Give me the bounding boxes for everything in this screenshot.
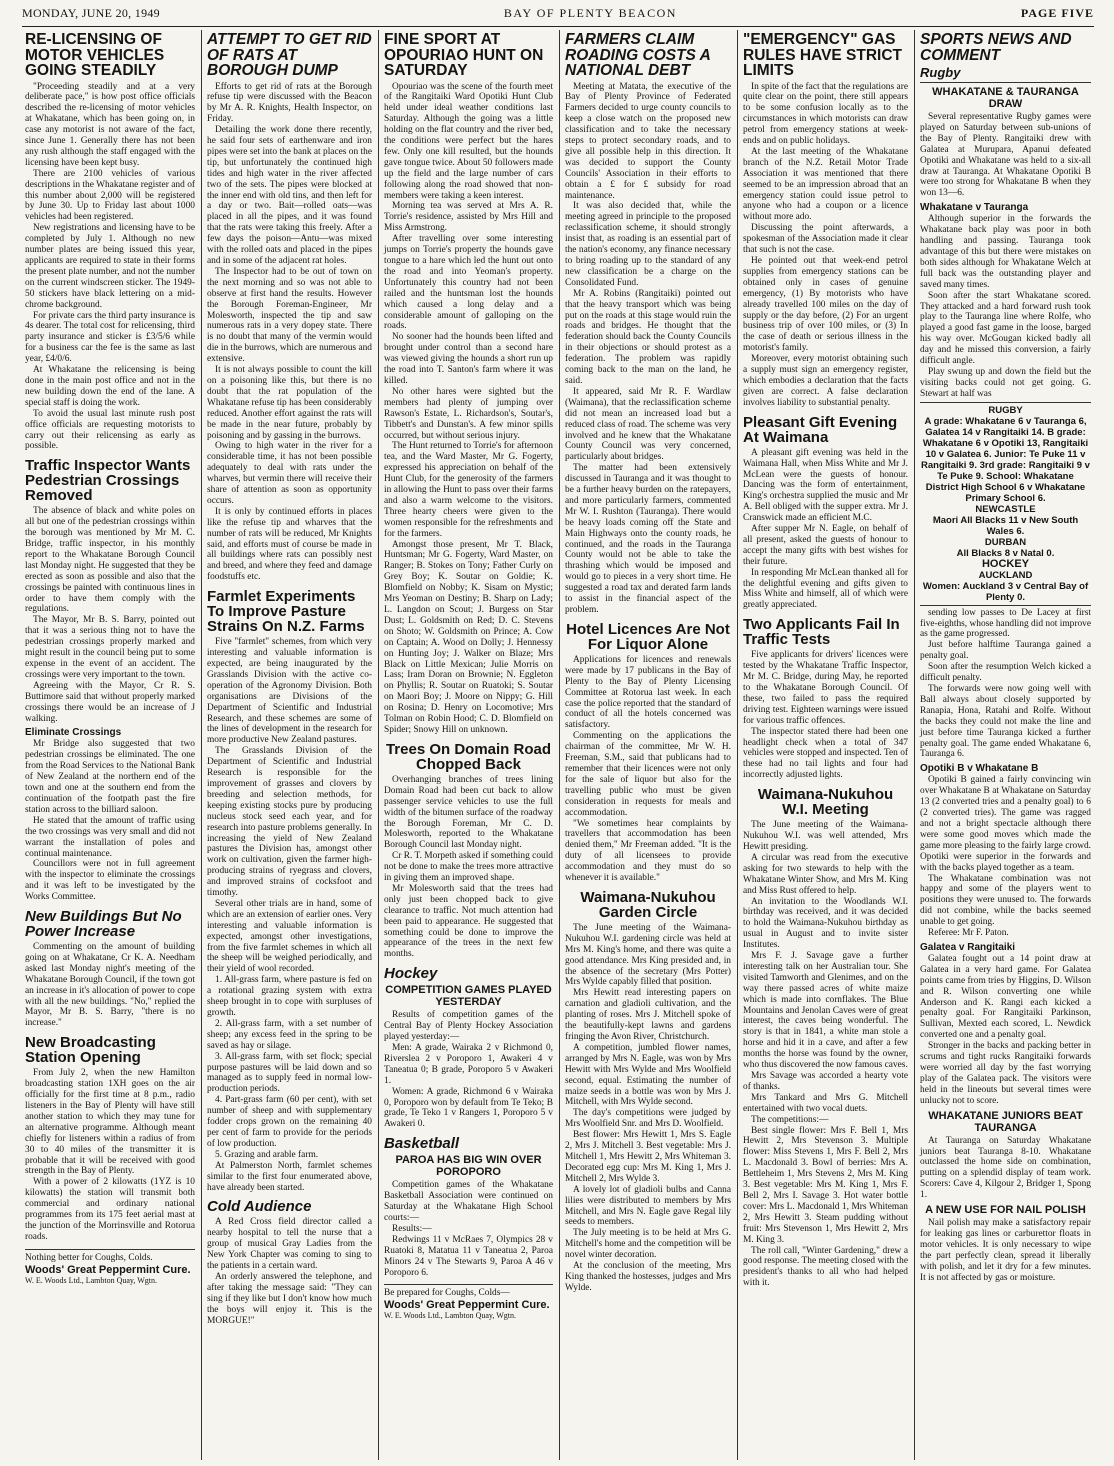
article-paragraph: An orderly answered the telephone, and after taking the message said: "They can sing if they like but I don't know how much the boys will enjoy it. This is the MORGUE!" <box>207 1271 372 1326</box>
article-paragraph: 2. All-grass farm, with a set number of sheep; any excess feed in the spring to be saved as hay or silage. <box>207 1018 372 1051</box>
masthead <box>22 6 1094 27</box>
headline-emergency-gas: "EMERGENCY" GAS RULES HAVE STRICT LIMITS <box>743 32 903 79</box>
article-paragraph: Detailing the work done there recently, he said four sets of earthenware and iron pipes were set into the bank at places on the tip, but unfortunately the continued high tides and high water in the river affected two of the sets. The pipes were blocked at the inner end with old tins, and then left for a day or two. Bait—rolled oats—was placed in all the pipes, and it was found that the rats were taking this freely. After a few days the poison—Antu—was mixed with the rolled oats and placed in the pipes and in some of the adjacent rat holes. <box>207 125 372 266</box>
article-paragraph: A pleasant gift evening was held in the Waimana Hall, when Miss White and Mr J. McLean were the guests of honour. Dancing was the form of entertainment, King's orchestra supplied the music and Mr A. Bell obliged with the supper extra. Mr J. Cranswick made an efficient M.C. <box>743 447 908 524</box>
article-paragraph: The Mayor, Mr B. S. Barry, pointed out that it was a serious thing not to have the pedestrian crossings properly marked and might result in the council being put to some expense in the event of an accident. The crossings were very important to the town. <box>25 615 195 680</box>
article-paragraph: The July meeting is to be held at Mrs G. Mitchell's home and the competition will be novel winter decoration. <box>565 1228 731 1261</box>
column-rule <box>737 30 738 1460</box>
article-paragraph: 4. Part-grass farm (60 per cent), with set number of sheep and with supplementary fodder crops grown on the remaining 40 per cent of farm to provide for the periods of low production. <box>207 1095 372 1149</box>
article-paragraph: With a power of 2 kilowatts (1YZ is 10 kilowatts) the station will transmit both commercial and ordinary national programmes from its 175 feet aerial mast at the junction of the Morrinsville and Rotorua roads. <box>25 1177 195 1242</box>
article-paragraph: Mr Molesworth said that the trees had only just been chopped back to give clearance to traffic. Not much attention had been paid to appearance. He suggested that something could be done to improve the appearance of the trees in the next few months. <box>384 883 553 960</box>
article-paragraph: Best single flower: Mrs F. Bell 1, Mrs Hewitt 2, Mrs Stevenson 3. Multiple flower: Miss Stevens 1, Mrs F. Bell 2, Mrs L. Macdonald 3. Bowl of berries: Mrs A. Bettleheim 1, Mrs Stevens 2, Mrs M. King 3. Best vegetable: Mrs M. King 1, Mrs F. Bell 2, Mrs I. Savage 3. Hot water bottle cover: Mrs L. Macdonald 1, Mrs Whiteman 2, Mrs Hewitt 3. Steam pudding without fruit: Mrs Stevenson 1, Mrs Hewitt 2, Mrs M. King 3. <box>743 1125 908 1245</box>
article-paragraph: Councillors were not in full agreement with the inspector to eliminate the crossings and it was left to be investigated by the Works Committee. <box>25 859 195 903</box>
article-paragraph: The absence of black and white poles on all but one of the pedestrian crossings within the borough was mentioned by Mr M. C. Bridge, traffic inspector, in his monthly report to the Whakatane Borough Council last Monday night. He suggested that they be erected as soon as possible and also that the crossings be painted with continuous lines in order to have them comply with the regulations. <box>25 506 195 615</box>
article-paragraph: After supper Mr N. Eagle, on behalf of all present, asked the guests of honour to accept the many gifts with best wishes for their future. <box>743 524 908 567</box>
headline-hunt: FINE SPORT AT OPOURIAO HUNT ON SATURDAY <box>384 32 544 79</box>
article-paragraph: Applications for licences and renewals were made by 17 publicans in the Bay of Plenty to the Bay of Plenty Licensing Committee at Rotorua last week. In each case the police reported that the standard of conduct of all the hotels concerned was satisfactory. <box>565 654 731 731</box>
article-paragraph: Mr Bridge also suggested that two pedestrian crossings be eliminated. The one from the Road Services to the National Bank of New Zealand at the northern end of the town and one at the southern end from the continuation of the footpath past the fire station across to the billiard saloon. <box>25 739 195 815</box>
headline-gift-evening: Pleasant Gift Evening At Waimana <box>743 413 898 446</box>
article-paragraph: Opouriao was the scene of the fourth meet of the Rangitaiki Ward Opotiki Hunt Club held under ideal weather conditions last Saturday. Although the going was a little holding on the flat country and the river bed, the conditions were perfect but the hares few. Only one kill resulted, but the hounds gave tongue twice. About 50 followers made up the field and the large number of cars following along the road showed that non-members were taking a keen interest. <box>384 81 553 201</box>
results-title-rugby: RUGBY <box>988 404 1023 416</box>
article-paragraph: Morning tea was served at Mrs A. R. Torrie's residence, assisted by Mrs Hill and Miss Armstrong. <box>384 201 553 234</box>
article-paragraph: For private cars the third party insurance is 4s dearer. The total cost for relicensing, third party insurance and sticker is £3/5/6 while for a business car the fee is the same as last year, £4/0/6. <box>25 310 195 365</box>
subheading-galatea: Galatea v Rangitaiki <box>920 941 1016 953</box>
article-paragraph: No other hares were sighted but the members had plenty of jumping over Rawson's Estate, L. Richardson's, Soutar's, Tibbett's and Dunstan's. A few minor spills occurred, but without serious injury. <box>384 386 553 441</box>
article-paragraph: In spite of the fact that the regulations are quite clear on the point, there still appears to be some confusion locally as to the circumstances in which motorists can draw petrol from emergency stations at week-ends and on public holidays. <box>743 81 908 147</box>
subheading-eliminate-crossings: Eliminate Crossings <box>25 727 122 739</box>
headline-cold-audience: Cold Audience <box>207 1198 312 1216</box>
masthead-page-number: PAGE FIVE <box>1020 6 1094 20</box>
section-sports-news: SPORTS NEWS AND COMMENT <box>920 32 1072 64</box>
article-paragraph: Mrs F. J. Savage gave a further interesting talk on her Australian tour. She visited Tamworth and Glenimes, and on the way there passed acres of white maize which is made into cornflakes. The Blue Mountains and Jenolan Caves were of great interest, the caves being wonderful. The story is that in 1841, a white man stole a horse and hid it in a cave, and after a few months the horse was found by the owner, who thus discovered the now famous caves. <box>743 951 908 1071</box>
subheading-opotiki-b: Opotiki B v Whakatane B <box>920 763 1039 775</box>
ad-address: W. E. Woods Ltd., Lambton Quay, Wgtn. <box>25 1275 158 1285</box>
article-paragraph: A Red Cross field director called a nearby hospital to tell the nurse that a group of musical Gray Ladies from the New York Chapter was coming to sing to the patients in a certain ward. <box>207 1217 372 1272</box>
article-paragraph: At the last meeting of the Whakatane branch of the N.Z. Retail Motor Trade Association it was mentioned that there seemed to be an impression abroad that an emergency station could issue petrol to anyone who had a coupon or a licence without more ado. <box>743 146 908 223</box>
headline-whakatane-tauranga-draw: WHAKATANE & TAURANGA DRAW <box>932 86 1079 110</box>
article-paragraph: sending low passes to De Lacey at first five-eighths, whose handling did not improve as the game progressed. <box>920 607 1091 640</box>
article-paragraph: The forwards were now going well with Ball always about closely supported by Ranapia, Hona, Ratahi and Rolfe. Without the backs they could not make the line and just before time Tauranga kicked a further penalty goal. The game ended Whakatane 6, Tauranga 6. <box>920 684 1091 760</box>
article-paragraph: Agreeing with the Mayor, Cr R. S. Buttimore said that without properly marked crossings there would be an increase of J walking. <box>25 680 195 724</box>
article-paragraph: A lovely lot of gladioli bulbs and Canna lilies were distributed to members by Mrs Mitchell, and Mrs N. Eagle gave Regal lily seeds to members. <box>565 1184 731 1228</box>
article-paragraph: Meeting at Matata, the executive of the Bay of Plenty Province of Federated Farmers decided to urge county councils to keep a close watch on the proposed new classification and to take the necessary steps to protect secondary roads, and to give all possible help in this direction. It was decided to support the County Councils' Association in their efforts to obtain a £ for £ subsidy for road maintenance. <box>565 81 731 201</box>
article-paragraph: Results of competition games of the Central Bay of Plenty Hockey Association played yesterday:— <box>384 1010 553 1043</box>
article-paragraph: Five applicants for drivers' licences were tested by the Whakatane Traffic Inspector, Mr M. C. Bridge, during May, he reported to the Whakatane Borough Council. Of these, two failed to pass the required driving test. Eighteen warnings were issued for various traffic offences. <box>743 650 908 726</box>
column-rule <box>914 30 915 1460</box>
article-paragraph: It appeared, said Mr R. F. Wardlaw (Waimana), that the reclassification scheme did not mean an increased load but a reduced class of road. The scheme was very involved and he knew that the Whakatane County Council was very concerned, particularly about bridges. <box>565 386 731 463</box>
article-paragraph: In responding Mr McLean thanked all for the delightful evening and gifts given to Miss White and himself, all of which were greatly appreciated. <box>743 567 908 611</box>
column-rule <box>559 30 560 1460</box>
article-paragraph: Stronger in the backs and packing better in scrums and tight rucks Rangitaiki forwards were worried all day by the fast worrying play of the Galatea pack. The visitors were held in the lineouts but several times were unlucky not to score. <box>920 1041 1091 1106</box>
article-paragraph: Cr R. T. Morpeth asked if something could not be done to make the trees more attractive in giving them an improved shape. <box>384 851 553 884</box>
article-paragraph: The Inspector had to be out of town on the next morning and so was not able to observe at first hand the results. However the Borough Foreman-Engineer, Mr Molesworth, inspected the tip and saw numerous rats in a very dopey state. There is no doubt that many of the vermin would die in the burrows, which are numerous and extensive. <box>207 266 372 365</box>
article-paragraph: Amongst those present, Mr T. Black, Huntsman; Mr G. Fogerty, Ward Master, on Ranger; B. Stokes on Tony; Father Curly on Grey Boy; K. Soutar on Goldie; K. Blomfield on Nobby; K. Sisam on Mystic; Mrs Yeoman on Destiny; B. Sharp on Lady; L. Langdon on Scout; J. Burgess on Star Dust; L. Goldsmith on Red; D. C. Stevens on Shoto; W. Goldsmith on Prince; A. Cow on Captain; A. Wood on Dolly; J. Hennessy on Hunting Joy; J. Walker on Blaze; Mrs Black on Little Mexican; Julie Morris on Lass; Iram Doran on Brownie; N. Eggleton on Phyllis; R. Soutar on Ruatoki; S. Soutar on Maori Boy; J. Moore on Nippy; G. Hill on Rosina; D. Henry on Locomotive; Mrs Tolman on Robin Hood; C. D. Blomfield on Spider; Snowy Hill on unknown. <box>384 539 553 735</box>
article-paragraph: The inspector stated there had been one headlight check when a total of 347 vehicles were stopped and inspected. Ten of these had no tail lights and four had incorrectly adjusted lights. <box>743 726 908 781</box>
article-paragraph: No sooner had the hounds been lifted and brought under control than a second hare was viewed giving the hounds a short run up the road into T. Santon's farm where it was killed. <box>384 332 553 386</box>
article-paragraph: The Hunt returned to Torrie's for afternoon tea, and the Ward Master, Mr G. Fogerty, expressed his appreciation on behalf of the Hunt Club, for the generosity of the farmers in allowing the Hunt to pass over their farms and also a warm welcome to the visitors. Three hearty cheers were given to the women responsible for the refreshments and for the farmers. <box>384 441 553 539</box>
column-3 <box>381 32 556 1457</box>
article-paragraph: Mr A. Robins (Rangitaiki) pointed out that the heavy transport which was being put on the roads at this stage would ruin the roads and bridges. He thought that the federation should back the County Councils in their objections or should protest as a federation. The problem was rapidly coming back to the man on the land, he said. <box>565 288 731 386</box>
article-paragraph: From July 2, when the new Hamilton broadcasting station 1XH goes on the air officially for the first time at 8 p.m., radio listeners in the Bay of Plenty will have still another station to which they may tune for an alternative programme. Although meant chiefly for listeners within a radius of from 30 to 40 miles of the transmitter it is probable that it will be received with good strength in the Bay of Plenty. <box>25 1068 195 1177</box>
article-paragraph: Opotiki B gained a fairly convincing win over Whakatane B at Whakatane on Saturday 13 (2 converted tries and a penalty goal) to 6 (2 converted tries). The game was ragged and not a bright spectacle although there were some good moves which made the game more pleasing to the fairly large crowd. Opotiki were superior in the forwards and with the backs played together as a team. <box>920 775 1091 873</box>
article-paragraph: It is not always possible to count the kill on a poisoning like this, but there is no doubt that the rat population of the Whakatane refuse tip has been considerably reduced. Another effort against the rats will be made in the near future, probably by poisoning and by gassing in the burrows. <box>207 365 372 441</box>
headline-rats: ATTEMPT TO GET RID OF RATS AT BOROUGH DUMP <box>207 32 372 79</box>
article-paragraph: The June meeting of the Waimana-Nukuhou W.I. gardening circle was held at Mrs M. King's home, and there was quite a good attendance. Mrs King presided and, in the absence of the secretary (Mrs Potter) Mrs Wylde capably filled that position. <box>565 922 731 988</box>
headline-traffic-tests: Two Applicants Fail In Traffic Tests <box>743 616 900 649</box>
column-rule <box>378 30 379 1460</box>
results-location: AUCKLAND <box>978 569 1033 581</box>
results-location: NEWCASTLE <box>975 503 1036 515</box>
column-4 <box>562 32 734 1457</box>
results-box <box>920 402 1091 606</box>
article-paragraph: Commenting on the applications the chairman of the committee, Mr W. H. Freeman, S.M., said that publicans had to remember that their licences were not only for the sale of liquor but also for the travelling public who must be given consideration in requests for meals and accommodation. <box>565 731 731 818</box>
headline-farmlet: Farmlet Experiments To Improve Pasture Strains On N.Z. Farms <box>207 588 365 636</box>
article-paragraph: Women: A grade, Richmond 6 v Wairaka 0, Poroporo won by default from Te Teko; B grade, Te Teko 1 v Rangers 1, Poroporo 5 v Awakeri 0. <box>384 1086 553 1130</box>
article-paragraph: Competition games of the Whakatane Basketball Association were continued on Saturday at the Whakatane High School courts:— <box>384 1180 553 1223</box>
article-paragraph: Owing to high water in the river for a considerable time, it has not been possible adequately to deal with rats under the wharves, but vermin there will receive their share of attention as soon as opportunity occurs. <box>207 441 372 506</box>
article-paragraph: Efforts to get rid of rats at the Borough refuse tip were discussed with the Beacon by Mr A. R. Knights, Health Inspector, on Friday. <box>207 81 372 125</box>
article-paragraph: Overhanging branches of trees lining Domain Road had been cut back to allow passenger service vehicles to use the full width of the bitumen surface of the roadway the Borough Foreman, Mr C. D. Molesworth, reported to the Whakatane Borough Council last Monday night. <box>384 774 553 851</box>
results-newcastle: Maori All Blacks 11 v New South Wales 6. <box>932 514 1079 537</box>
article-paragraph: Discussing the point afterwards, a spokesman of the Association made it clear that such is not the case. <box>743 223 908 256</box>
article-paragraph: Galatea fought out a 14 point draw at Galatea in a very hard game. For Galatea points came from tries by Higgins, D. Wilson and R. Wilson converting one while Anderson and K. Rangi each kicked a penalty goal. For Rangitaiki Parkinson, Sullivan, Mexted each scored, L. Newdick converted one and a penalty goal. <box>920 953 1091 1041</box>
headline-garden-circle: Waimana-Nukuhou Garden Circle <box>580 888 716 921</box>
results-title-hockey: HOCKEY <box>981 557 1030 570</box>
headline-broadcasting: New Broadcasting Station Opening <box>25 1034 156 1067</box>
headline-hotel-licences: Hotel Licences Are Not For Liquor Alone <box>566 620 730 653</box>
advertisement-peppermint-cure <box>384 1284 553 1321</box>
results-location: DURBAN <box>984 536 1027 548</box>
article-paragraph: The roll call, "Winter Gardening," drew a good response. The meeting closed with the president's thanks to all who had helped with it. <box>743 1245 908 1289</box>
article-paragraph: A competition, jumbled flower names, arranged by Mrs N. Eagle, was won by Mrs Hewitt with Mrs Wylde and Mrs Woolfield second, equal. Estimating the number of maize seeds in a bottle was won by Mrs J. Mitchell, with Mrs Wylde second. <box>565 1042 731 1108</box>
article-paragraph: Best flower: Mrs Hewitt 1, Mrs S. Eagle 2, Mrs J. Mitchell 3. Best vegetable: Mrs J. Mitchell 1, Mrs Hewitt 2, Mrs Whiteman 3. Decorated egg cup: Mrs M. King 1, Mrs J. Mitchell 2, Mrs Wylde 3. <box>565 1130 731 1184</box>
article-paragraph: He stated that the amount of traffic using the two crossings was very small and did not warrant the installation of poles and continual maintenance. <box>25 815 195 859</box>
ad-line: Nothing better for Coughs, Colds. <box>25 1252 153 1263</box>
results-auckland-hockey: Women: Auckland 3 v Central Bay of Plenty 0. <box>922 580 1089 603</box>
article-paragraph: Referee: Mr F. Paton. <box>928 928 1009 939</box>
masthead-date: MONDAY, JUNE 20, 1949 <box>22 6 160 20</box>
section-basketball: Basketball <box>384 1135 460 1153</box>
column-1 <box>22 32 198 1457</box>
article-paragraph: Mrs Tankard and Mrs G. Mitchell entertained with two vocal duets. <box>743 1092 908 1114</box>
headline-traffic-inspector: Traffic Inspector Wants Pedestrian Crossings Removed <box>25 457 191 505</box>
article-paragraph: Nail polish may make a satisfactory repair for leaking gas lines or carburettor floats in motor vehicles. It is only necessary to wipe the part perfectly clean, spread it liberally with polish, and let it dry for a few minutes. It is not affected by gas or moisture. <box>920 1218 1091 1283</box>
headline-farmers-roading: FARMERS CLAIM ROADING COSTS A NATIONAL DEBT <box>565 32 711 79</box>
ad-line: Be prepared for Coughs, Colds— <box>384 1288 510 1299</box>
article-paragraph: Commenting on the amount of building going on at Whakatane, Cr K. A. Needham asked last Monday night's meeting of the Whakatane Borough Council, if the town got an increase in it's allocation of power to cope with all the new buildings. "No," replied the Mayor, Mr B. S. Barry, "there is no increase." <box>25 942 195 1029</box>
subheading-whakatane-v-tauranga: Whakatane v Tauranga <box>920 202 1029 214</box>
headline-paroa: PAROA HAS BIG WIN OVER POROPORO <box>395 1154 542 1179</box>
article-paragraph: New registrations and licensing have to be completed by July 1. Although no new number plates are being issued this year, applicants are required to state in their forms the present plate number, and not the number on the current windscreen sticker. The 1949-50 stickers have black lettering on a mid-chrome background. <box>25 223 195 310</box>
section-rugby: Rugby <box>920 66 1091 83</box>
column-2 <box>204 32 375 1457</box>
article-paragraph: The competitions:— <box>751 1114 829 1125</box>
article-paragraph: At Whakatane the relicensing is being done in the main post office and not in the new building down the end of the lane. A special staff is doing the work. <box>25 365 195 408</box>
article-paragraph: It is only by continued efforts in places like the refuse tip and wharves that the number of rats will be reduced, Mr Knights said, and efforts must of course be made in all buildings where rats can possibly nest and breed, and where they feed and damage foodstuffs etc. <box>207 506 372 583</box>
column-5 <box>740 32 911 1457</box>
headline-nail-polish: A NEW USE FOR NAIL POLISH <box>925 1204 1086 1217</box>
section-hockey: Hockey <box>384 965 438 983</box>
results-rugby-local: A grade: Whakatane 6 v Tauranga 6, Galatea 14 v Rangitaiki 14. B grade: Whakatane 6 v Opotiki 13, Rangitaiki 10 v Galatea 6. Junior: Te Puke 11 v Rangitaiki 9. 3rd grade: Rangitaiki 9 v Te Puke 9. School: Whakatane District High School 6 v Whakatane Primary School 6. <box>921 415 1090 504</box>
article-paragraph: Mrs Savage was accorded a hearty vote of thanks. <box>743 1071 908 1092</box>
article-paragraph: Men: A grade, Wairaka 2 v Richmond 0, Riverslea 2 v Poroporo 1, Awakeri 4 v Taneatua 0; B grade, Poroporo 5 v Awakeri 1. <box>384 1043 553 1086</box>
headline-juniors: WHAKATANE JUNIORS BEAT TAURANGA <box>928 1109 1083 1134</box>
article-paragraph: Five "farmlet" schemes, from which very interesting and valuable information is expected, are being inaugurated by the Grasslands Division with the active co-operation of the Agronomy Division. Both organisations are Divisions of the Department of Scientific and Industrial Research, and these schemes are some of the lines of development in the research for more productive New Zealand pastures. <box>207 637 372 746</box>
column-6 <box>917 32 1094 1457</box>
article-paragraph: Play swung up and down the field but the visiting backs could not get going. G. Stewart at half was <box>920 366 1091 399</box>
article-paragraph: At Palmerston North, farmlet schemes similar to the first four enumerated above, have already been started. <box>207 1160 372 1193</box>
article-paragraph: Mrs Hewitt read interesting papers on carnation and gladioli cultivation, and the planting of roses. Mrs J. Mitchell spoke of the beautifully-kept lawns and gardens fringing the Avon River, Christchurch. <box>565 988 731 1042</box>
headline-hockey-games: COMPETITION GAMES PLAYED YESTERDAY <box>385 984 552 1009</box>
headline-new-buildings: New Buildings But No Power Increase <box>25 908 182 941</box>
results-durban: All Blacks 8 v Natal 0. <box>956 547 1055 559</box>
article-paragraph: Although superior in the forwards the Whakatane back play was poor in both handling and passing. Tauranga took advantage of this but there were mistakes on both sides although for Whakatane Welch at full back was the outstanding player and saved many times. <box>920 214 1091 290</box>
article-paragraph: Just before halftime Tauranga gained a penalty goal. <box>920 640 1091 662</box>
article-paragraph: 1. All-grass farm, where pasture is fed on a rotational grazing system with extra sheep brought in to cope with surpluses of growth. <box>207 975 372 1018</box>
column-rule <box>201 30 202 1460</box>
article-paragraph: "Proceeding steadily and at a very deliberate pace," is how post office officials described the re-licensing of motor vehicles at Whakatane, which has been going on, in case any motorist is not aware of the fact, since June 1. Generally there has not been any rush although the staff engaged with the licensing have been kept busy. <box>25 81 195 168</box>
article-paragraph: The day's competitions were judged by Mrs Woolfield Snr. and Mrs D. Woolfield. <box>565 1108 731 1130</box>
article-paragraph: A circular was read from the executive asking for two stewards to help with the Whakatane Winter Show, and Mrs M. King and Miss Rust offered to help. <box>743 852 908 896</box>
article-paragraph: Several other trials are in hand, some of which are an extension of earlier ones. Very interesting and valuable information is expected, amongst other investigations, from the five farmlet schemes in which all the sheep will be weighed periodically, and their yield of wool recorded. <box>207 898 372 975</box>
article-paragraph: Soon after the resumption Welch kicked a difficult penalty. <box>920 662 1091 684</box>
article-paragraph: At Tauranga on Saturday Whakatane juniors beat Tauranga 8-10. Whakatane outclassed the home side on combination, putting on a splendid display of team work. Scorers: Cave 4, Kilgour 2, Bridger 1, Spong 1. <box>920 1135 1091 1201</box>
article-paragraph: The Whakatane combination was not happy and some of the players went to positions they were unused to. The forwards did not combine, while the backs seemed unable to get going. <box>920 873 1091 928</box>
article-paragraph: An invitation to the Woodlands W.I. birthday was received, and it was decided to hold the Waimana-Nukuhou birthday as usual in August and to invite sister Institutes. <box>743 896 908 951</box>
article-paragraph: There are 2100 vehicles of various descriptions in the Whakatane register and of this number about 2,000 will be registered by June 30. Up to Friday last about 1000 vehicles had been registered. <box>25 168 195 223</box>
article-paragraph: Moreover, every motorist obtaining such a supply must sign an emergency register, which embodies a declaration that the facts given are correct. A false declaration involves liability to substantial penalty. <box>743 354 908 408</box>
article-paragraph: The matter had been extensively discussed in Tauranga and it was thought to be a further heavy burden on the ratepayers, and more particularly farmers, commented Mr W. I. Rushton (Tauranga). There would be heavy loads coming off the State and Main Highways onto the county roads, he continued, and the roads in the Tauranga County would not be able to take the thrashing which would be imposed and would go to pieces in a very short time. He suggested a road tax and derated farm lands to assist in the financial aspect of the problem. <box>565 463 731 615</box>
article-paragraph: Results:— <box>392 1223 432 1234</box>
article-paragraph: After travelling over some interesting jumps on Torrie's property the hounds gave tongue to a hare which led the hunt out onto the road and into Yeoman's property. Unfortunately this country had not been railed and the huntsman lost the hounds which caused a long delay and a considerable amount of galloping on the roads. <box>384 234 553 332</box>
headline-relicensing: RE-LICENSING OF MOTOR VEHICLES GOING STEADILY <box>25 32 165 79</box>
article-paragraph: Soon after the start Whakatane scored. They attacked and a hard forward rush took play to the Tauranga line where Rolfe, who played a good fast game in the loose, barged his way over. McGougan kicked badly all day and he missed this conversion, a fairly difficult angle. <box>920 290 1091 367</box>
article-paragraph: The Grasslands Division of the Department of Scientific and Industrial Research is responsible for the improvement of grasses and clovers by breeding and selection methods, for keeping existing stocks pure by producing nucleus stock seed each year, and for research into pasture problems generally. In increasing the yield of New Zealand pastures the Division has, amongst other work on cultivation, given the farmer high-producing strains of ryegrass and clovers, and improved strains of cocksfoot and timothy. <box>207 746 372 899</box>
article-paragraph: The June meeting of the Waimana-Nukuhou W.I. was well attended, Mrs Hewitt presiding. <box>743 820 908 852</box>
ad-product-name: Woods' Great Peppermint Cure. <box>25 1263 191 1276</box>
article-paragraph: "We sometimes hear complaints by travellers that accommodation has been denied them," Mr Freeman added. "It is the duty of all licensees to provide accommodation and they must do so whenever it is available." <box>565 818 731 884</box>
article-paragraph: 3. All-grass farm, with set flock; special purpose pastures will be laid down and so managed as to supply feed in normal low-production periods. <box>207 1051 372 1095</box>
article-paragraph: To avoid the usual last minute rush post office officials are requesting motorists to carry out their relicensing as early as possible. <box>25 408 195 452</box>
article-paragraph: Several representative Rugby games were played on Saturday between sub-unions of the Bay of Plenty. Rangitaiki drew with Galatea at Murupara, Apanui defeated Opotiki and Whakatane was held to a six-all draw at Tauranga. At Whakatane Opotiki B were too strong for Whakatane B when they won 13—6. <box>920 112 1091 199</box>
headline-wi-meeting: Waimana-Nukuhou W.I. Meeting <box>757 786 894 819</box>
article-paragraph: It was also decided that, while the meeting agreed in principle to the proposed reclassification scheme, it should strongly insist that, as roading is an essential part of the nation's economy, any finance necessary to bring roading up to the standard of any new classification be a charge on the Consolidated Fund. <box>565 201 731 288</box>
advertisement-peppermint-cure <box>25 1249 195 1286</box>
article-paragraph: He pointed out that week-end petrol supplies from emergency stations can be obtained only in cases of genuine emergency, (1) By motorists who have already travelled 100 miles on the day of supply or the day before, (2) For an urgent business trip of over 100 miles, or (3) In the case of death or serious illness in the motorist's family. <box>743 256 908 354</box>
article-paragraph: Redwings 11 v McRaes 7, Olympics 28 v Ruatoki 8, Matatua 11 v Taneatua 2, Paroa Minors 24 v The Stewarts 9, Paroa A 46 v Poroporo 6. <box>384 1234 553 1278</box>
headline-domain-road: Trees On Domain Road Chopped Back <box>385 740 552 773</box>
ad-product-name: Woods' Great Peppermint Cure. <box>384 1299 550 1312</box>
article-paragraph: At the conclusion of the meeting, Mrs King thanked the hostesses, judges and Mrs Wylde. <box>565 1261 731 1293</box>
article-paragraph: 5. Grazing and arable farm. <box>215 1149 319 1160</box>
masthead-title: BAY OF PLENTY BEACON <box>503 6 677 20</box>
ad-address: W. E. Woods Ltd., Lambton Quay, Wgtn. <box>384 1311 517 1321</box>
